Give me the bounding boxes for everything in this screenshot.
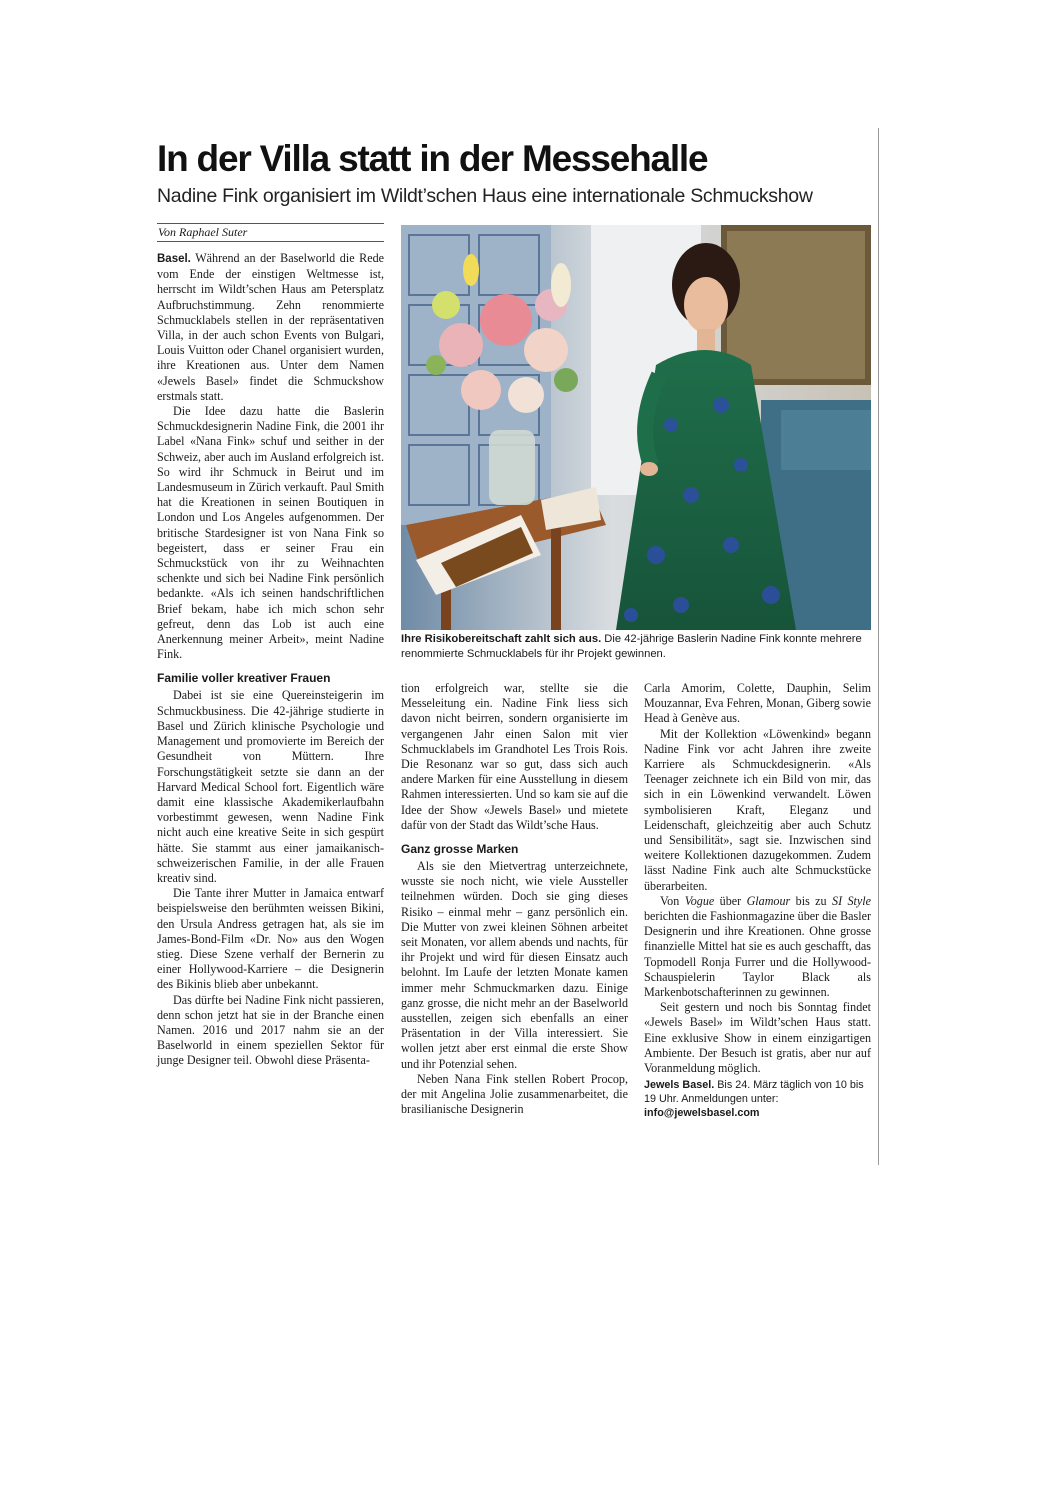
paragraph-text: über [714, 893, 747, 908]
paragraph: tion erfolgreich war, stellte sie die Messeleitung ein. Nadine Fink liess sich davon nicht beirren, sondern organisierte im vergangenen Jahr einen Salon mit vier Schmucklabels im Grandhotel Les Trois Rois. Die Resonanz war so gut, dass sich auch andere Marken für eine Ausstellung in diesem Rahmen interessierten. Und so kam sie auf die Idee der Show «Jewels Basel» und mietete dafür von der Stadt das Wildt’sche Haus. [401, 681, 628, 832]
section-heading: Familie voller kreativer Frauen [157, 671, 331, 686]
photo-caption [401, 632, 873, 661]
article-photo [401, 225, 871, 630]
magazine-name: Glamour [746, 893, 791, 908]
paragraph [157, 251, 384, 404]
subheadline: Nadine Fink organisiert im Wildt’schen Haus eine internationale Schmuckshow [157, 185, 813, 207]
column-1 [157, 251, 384, 1069]
paragraph: Die Tante ihrer Mutter in Jamaica entwarf beispielsweise den berühmten weissen Bikini, den Ursula Andress getragen hat, als sie im James-Bond-Film «Dr. No» aus den Wogen stieg. Diese Szene verhalf der Bernerin zu einer Hollywood-Karriere – die Designerin des Bikinis blieb aber unbekannt. [157, 886, 384, 992]
paragraph: Das dürfte bei Nadine Fink nicht passieren, denn schon jetzt hat sie in der Branche einen Namen. 2016 und 2017 nahm sie an der Baselworld in einem speziellen Sektor für junge Designer teil. Obwohl diese Präsenta- [157, 992, 384, 1068]
paragraph: Seit gestern und noch bis Sonntag findet «Jewels Basel» im Wildt’schen Haus statt. Eine exklusive Show in einem einzigartigen Ambiente. Der Besuch ist gratis, aber nur auf Voranmeldung möglich. [644, 1000, 871, 1076]
paragraph-text: berichten die Fashionmagazine über die Basler Designerin und ihre Kreationen. Ohne grosse finanzielle Mittel hat sie es auch geschafft, das Topmodell Ronja Furrer und die Hollywood-Schauspielerin Taylor Black als Markenbotschafterinnen zu gewinnen. [644, 909, 871, 1000]
column-rule [878, 128, 879, 1165]
paragraph-text: Von [660, 893, 685, 908]
info-lead: Jewels Basel. [644, 1079, 715, 1092]
paragraph: Neben Nana Fink stellen Robert Procop, der mit Angelina Jolie zusammenarbeitet, die brasilianische Designerin [401, 1071, 628, 1117]
paragraph-text: Während an der Baselworld die Rede vom Ende der einstigen Weltmesse ist, herrscht im Wildt’schen Haus am Petersplatz Aufbruchstimmung. Zehn renommierte Schmucklabels stellen in der repräsentativen Villa, in der auch schon Events von Bulgari, Louis Vuitton oder Chanel organisiert wurden, ihre Kreationen aus. Unter dem Namen «Jewels Basel» findet die Schmuckshow erstmals statt. [157, 251, 384, 403]
info-email[interactable]: info@jewelsbasel.com [644, 1107, 760, 1120]
paragraph: Carla Amorim, Colette, Dauphin, Selim Mouzannar, Eva Fehren, Monan, Giberg sowie Head à Genève aus. [644, 681, 871, 726]
byline: Von Raphael Suter [157, 223, 384, 242]
info-text: Bis 24. März täglich von 10 bis 19 Uhr. Anmeldungen unter: [644, 1079, 864, 1106]
column-2 [401, 681, 628, 1117]
dateline: Basel. [157, 253, 191, 265]
paragraph: Die Idee dazu hatte die Baslerin Schmuckdesignerin Nadine Fink, die 2001 ihr Label «Nana Fink» schuf und seither in der Schweiz, aber auch im Ausland erfolgreich ist. So wird ihr Schmuck in Beirut und im Landesmuseum in Zürich verkauft. Paul Smith hat die Kreationen in seinen Boutiquen in London und Los Angeles aufgenommen. Der britische Stardesigner ist von Nana Fink so begeistert, dass er seiner Frau ein Schmuckstück von ihr zu Weihnachten schenkte und sich bei Nadine Fink persönlich bedankte. «Als ich seinen handschriftlichen Brief bekam, habe ich mich schon sehr gefreut, denn das Lob ist auch eine Anerkennung meiner Arbeit», meint Nadine Fink. [157, 404, 384, 662]
caption-text: Die 42-jährige Baslerin Nadine Fink konnte mehrere renommierte Schmucklabels für ihr Projekt gewinnen. [401, 633, 862, 660]
magazine-name: SI Style [832, 893, 871, 908]
paragraph: Mit der Kollektion «Löwenkind» begann Nadine Fink vor acht Jahren ihre zweite Karriere als Schmuckdesignerin. «Als Teenager zeichnete ich ein Bild von mir, das sich in ein Löwenkind verwandelt. Löwen symbolisieren Kraft, Eleganz und Leidenschaft, gleichzeitig aber auch Schutz und Sensibilität», sagt sie. Inzwischen sind weitere Kollektionen dazugekommen. Zudem lässt Nadine Fink auch alte Schmuckstücke überarbeiten. [644, 726, 871, 893]
column-3 [644, 681, 871, 1120]
paragraph [644, 894, 871, 1000]
paragraph: Dabei ist sie eine Quereinsteigerin im Schmuckbusiness. Die 42-jährige studierte in Basel und Zürich klinische Psychologie und Management und promovierte im Bereich der Gesundheit von Müttern. Ihre Forschungstätigkeit setzte sie dann an der Harvard Medical School fort. Eigentlich wäre damit eine klassische Akademikerlaufbahn vorbestimmt gewesen, wenn Nadine Fink nicht auch eine kreative Seite in sich gespürt hätte. Sie stammt aus einer jamaikanisch-schweizerischen Familie, in der alle Frauen kreativ sind. [157, 688, 384, 885]
paragraph: Als sie den Mietvertrag unterzeichnete, wusste sie noch nicht, wie viele Aussteller teilnehmen würden. Doch sie ging dieses Risiko – einmal mehr – ganz persönlich ein. Die Mutter von zwei kleinen Söhnen arbeitet seit Monaten, vor allem abends und nachts, für ihr Projekt und wird für diesen Einsatz auch belohnt. Im Laufe der letzten Monate kamen immer mehr Schmuckmarken dazu. Einige ganz grosse, die nicht mehr an der Baselworld ausstellen, zeigen sich ebenfalls an einer Präsentation in der Villa interessiert. Sie wollen jetzt aber erst einmal die erste Show und ihr Potenzial sehen. [401, 859, 628, 1071]
caption-lead: Ihre Risikobereitschaft zahlt sich aus. [401, 633, 602, 645]
event-info [644, 1078, 871, 1120]
paragraph-text: bis zu [790, 893, 833, 908]
headline: In der Villa statt in der Messehalle [157, 138, 708, 179]
section-heading: Ganz grosse Marken [401, 842, 519, 857]
magazine-name: Vogue [684, 893, 715, 908]
